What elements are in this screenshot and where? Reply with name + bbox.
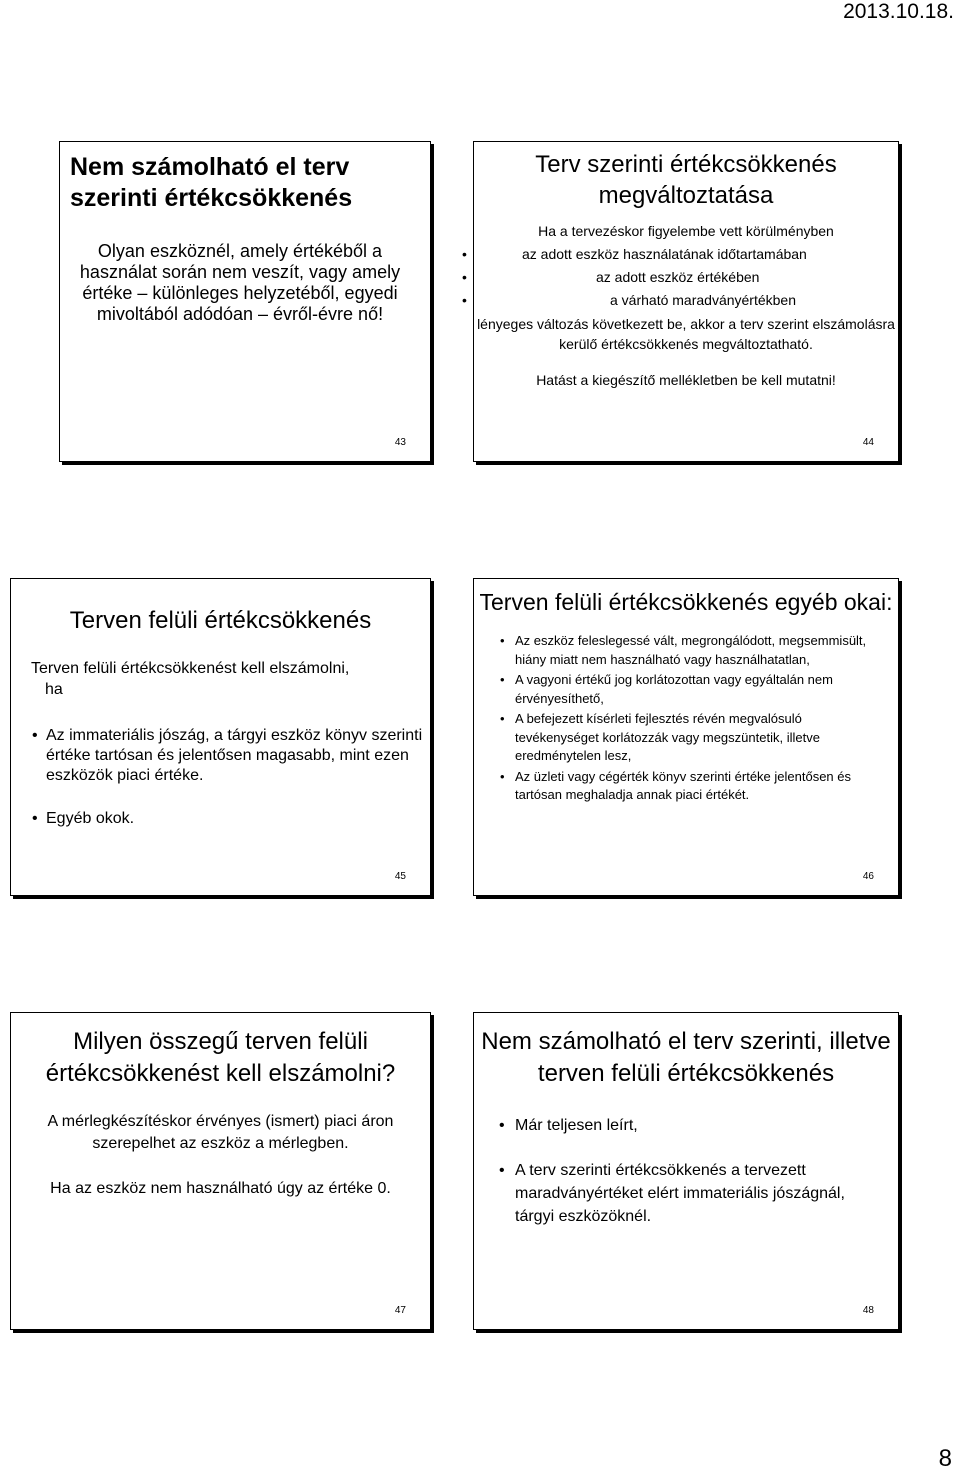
- slide-title: Terven felüli értékcsökkenés: [69, 607, 372, 634]
- slide-text: A mérlegkészítéskor érvényes (ismert) piaci áron szerepelhet az eszköz a mérlegben.: [47, 1113, 394, 1152]
- slide-title: Terv szerinti értékcsökkenés megváltoztatása: [535, 151, 837, 209]
- slide-43: [59, 141, 431, 462]
- slide-45: [10, 578, 431, 896]
- slide-46: [473, 578, 899, 896]
- bullet-list: [474, 243, 898, 312]
- list-item: • A terv szerinti értékcsökkenés a tervezett maradványértéket elért immateriális jószágnál, tárgyi eszközöknél.: [515, 1159, 870, 1228]
- slide-body: Olyan eszköznél, amely értékéből a használat során nem veszít, vagy amely értéke – különleges helyzetéből, egyedi mivoltából adódóan – évről-évre nő!: [79, 241, 401, 324]
- slide-text: Ha az eszköz nem használható úgy az értéke 0.: [50, 1180, 391, 1197]
- slide-number: 43: [394, 437, 406, 448]
- bullet-list: [515, 632, 868, 805]
- slide-text: [31, 658, 430, 700]
- slide-text: Hatást a kiegészítő mellékletben be kell mutatni!: [536, 372, 836, 388]
- slide-number: 48: [862, 1305, 874, 1316]
- slide-title: Nem számolható el terv szerinti értékcsökkenés: [70, 153, 353, 212]
- list-item: • a várható maradványértékben: [474, 289, 898, 312]
- slide-title: Terven felüli értékcsökkenés egyéb okai:: [479, 589, 893, 615]
- intro-line: Terven felüli értékcsökkenést kell elszámolni,: [31, 660, 350, 677]
- slide-47: [10, 1012, 431, 1330]
- slide-number: 45: [394, 871, 406, 882]
- header-date: 2013.10.18.: [843, 0, 954, 23]
- list-item: • az adott eszköz értékében: [474, 266, 898, 289]
- slide-title: Milyen összegű terven felüli értékcsökkenést kell elszámolni?: [45, 1028, 396, 1087]
- list-item: • Az eszköz feleslegessé vált, megrongálódott, megsemmisült, hiány miatt nem használható vagy használhatatlan,: [515, 632, 868, 669]
- slide-44: [473, 141, 899, 462]
- slide-text: lényeges változás következett be, akkor a terv szerint elszámolásra kerülő értékcsökkenés megváltoztatható.: [477, 316, 895, 352]
- slide-title: Nem számolható el terv szerinti, illetve terven felüli értékcsökkenés: [481, 1028, 891, 1087]
- list-item: • Egyéb okok.: [46, 809, 430, 829]
- list-item: • A befejezett kísérleti fejlesztés révén megvalósuló tevékenységet korlátozzák vagy megszüntetik, illetve eredménytelen lesz,: [515, 710, 868, 766]
- list-item: • A vagyoni értékű jog korlátozottan vagy egyáltalán nem érvényesíthető,: [515, 671, 868, 708]
- slide-number: 44: [862, 437, 874, 448]
- slide-text: Ha a tervezéskor figyelembe vett körülményben: [538, 223, 834, 239]
- page-number: 8: [938, 1445, 952, 1472]
- slide-number: 47: [394, 1305, 406, 1316]
- bullet-list: [515, 1114, 870, 1228]
- list-item: • Már teljesen leírt,: [515, 1114, 870, 1137]
- slide-48: [473, 1012, 899, 1330]
- list-item: • az adott eszköz használatának időtartamában: [474, 243, 898, 266]
- bullet-list: [46, 726, 430, 829]
- list-item: • Az immateriális jószág, a tárgyi eszköz könyv szerinti értéke tartósan és jelentősen magasabb, mint ezen eszközök piaci értéke.: [46, 726, 430, 786]
- list-item: • Az üzleti vagy cégérték könyv szerinti értéke jelentősen és tartósan meghaladja annak piaci értékét.: [515, 768, 868, 805]
- slide-number: 46: [862, 871, 874, 882]
- intro-line-2: ha: [45, 681, 63, 698]
